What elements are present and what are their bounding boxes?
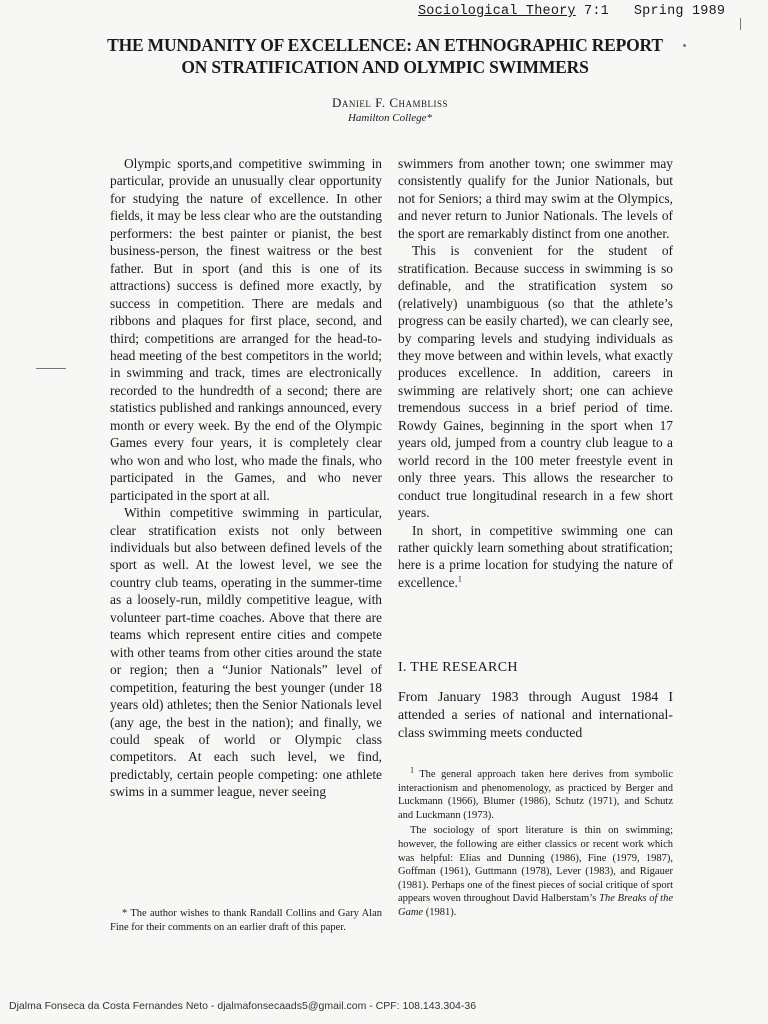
footnotes-right — [398, 765, 674, 920]
watermark-footer: Djalma Fonseca da Costa Fernandes Neto - djalmafonsecaads5@gmail.com - CPF: 108.143.304-36 — [9, 1000, 477, 1012]
journal-season: Spring 1989 — [633, 4, 726, 19]
journal-header — [418, 4, 725, 19]
footnote-1b-end: (1981). — [425, 906, 457, 918]
journal-name: Sociological Theory — [418, 4, 576, 19]
footnote-1-continued — [398, 824, 673, 919]
footnotes-left — [110, 907, 382, 934]
right-column — [398, 155, 673, 591]
footnote-ref-1: 1 — [457, 574, 462, 584]
section-heading: I. THE RESEARCH — [398, 660, 518, 675]
title-line-1: THE MUNDANITY OF EXCELLENCE: AN ETHNOGRAPHIC REPORT — [107, 35, 663, 55]
paragraph-research: From January 1983 through August 1984 I attended a series of national and international-class swimming meets conducted — [398, 689, 673, 740]
paragraph-intro: Olympic sports,and competitive swimming in particular, provide an unusually clear opportunity for studying the nature of excellence. In other fields, it may be less clear who are the outstanding performers: the best painter or pianist, the best business-person, the finest waitress or the best father. But in sport (and this is one of its attractions) success is defined more exactly, by success in competition. There are medals and ribbons and plaques for first place, second, and third; competitions are arranged for the head-to-head meeting of the best competitors in the world; in swimming and track, times are electronically recorded to the hundredth of a second; there are statistics published and rankings announced, every month or every week. By the end of the Olympic Games every four years, it is completely clear who won and who lost, who made the finals, who participated in the Games, and who never participated in the sport at all. — [110, 156, 382, 503]
author-note-text: The author wishes to thank Randall Collins and Gary Alan Fine for their comments on an earlier draft of this paper. — [110, 908, 382, 933]
footnote-1b-text: The sociology of sport literature is thin on swimming; however, the following are either classics or recent work which was helpful: Elias and Dunning (1986), Fine (1979, 1987), Goffman (1961), Guttmann (1978), Lever (1983), and Rigauer (1981). Perhaps one of the finest pieces of social critique of sport appears woven throughout David Halberstam’s — [398, 825, 673, 905]
author-note-marker: * — [122, 908, 128, 919]
author-note — [110, 907, 382, 934]
paragraph-levels: swimmers from another town; one swimmer may consistently qualify for the Junior Nationals, but not for Seniors; a third may swim at the Olympics, and never return to Junior Nationals. The levels of the sport are remarkably distinct from one another. — [398, 156, 673, 241]
footnote-1-text: The general approach taken here derives from symbolic interactionism and phenomenology, as practiced by Berger and Luckmann (1966), Blumer (1986), Schutz (1971), and Schutz and Luckmann (1973). — [398, 769, 674, 821]
paragraph-in-short — [398, 522, 673, 592]
scan-mark-left — [36, 368, 66, 369]
scan-speck — [683, 44, 686, 47]
footnote-1-marker: 1 — [410, 765, 414, 775]
title-line-2: ON STRATIFICATION AND OLYMPIC SWIMMERS — [181, 57, 589, 77]
scan-mark-right — [740, 18, 741, 30]
left-column — [110, 155, 382, 801]
journal-issue: 7:1 — [584, 4, 609, 19]
author-name: Daniel F. Chambliss — [332, 95, 448, 110]
footnote-1 — [398, 765, 674, 822]
in-short-text: In short, in competitive swimming one can rather quickly learn something about stratification; here is a prime location for studying the nature of excellence. — [398, 522, 673, 590]
article-title — [60, 34, 710, 78]
paragraph-stratification: Within competitive swimming in particular, clear stratification exists not only between individuals but also between defined levels of the sport as well. At the lowest level, we see the country club teams, operating in the summer-time as a loosely-run, mildly competitive league, with volunteer part-time coaches. Above that there are teams which represent entire cities and compete with other teams from other cities around the state or region; then a “Junior Nationals” level of competition, featuring the best younger (under 18 years old) athletes; then the Senior Nationals level (any age, the best in the nation); and finally, we could speak of world or Olympic class competitors. At each such level, we find, predictably, certain people competing: one athlete swims in a summer league, never seeing — [110, 505, 382, 800]
author-affiliation: Hamilton College* — [347, 112, 433, 124]
paragraph-convenient: This is convenient for the student of stratification. Because success in swimming is so definable, and the stratification system so (relatively) unambiguous (so that the athlete’s progress can be easily charted), we can clearly see, by comparing levels and studying individuals as they move between and within levels, what exactly produces excellence. In addition, careers in swimming are relatively short; one can achieve tremendous success in a brief period of time. Rowdy Gaines, beginning in the sport when 17 years old, jumped from a country club league to a world record in the 100 meter freestyle event in only three years. This allows the researcher to conduct true longitudinal research in a few short years. — [398, 243, 673, 521]
footnote-book-title: The Breaks of the Game — [398, 893, 674, 918]
